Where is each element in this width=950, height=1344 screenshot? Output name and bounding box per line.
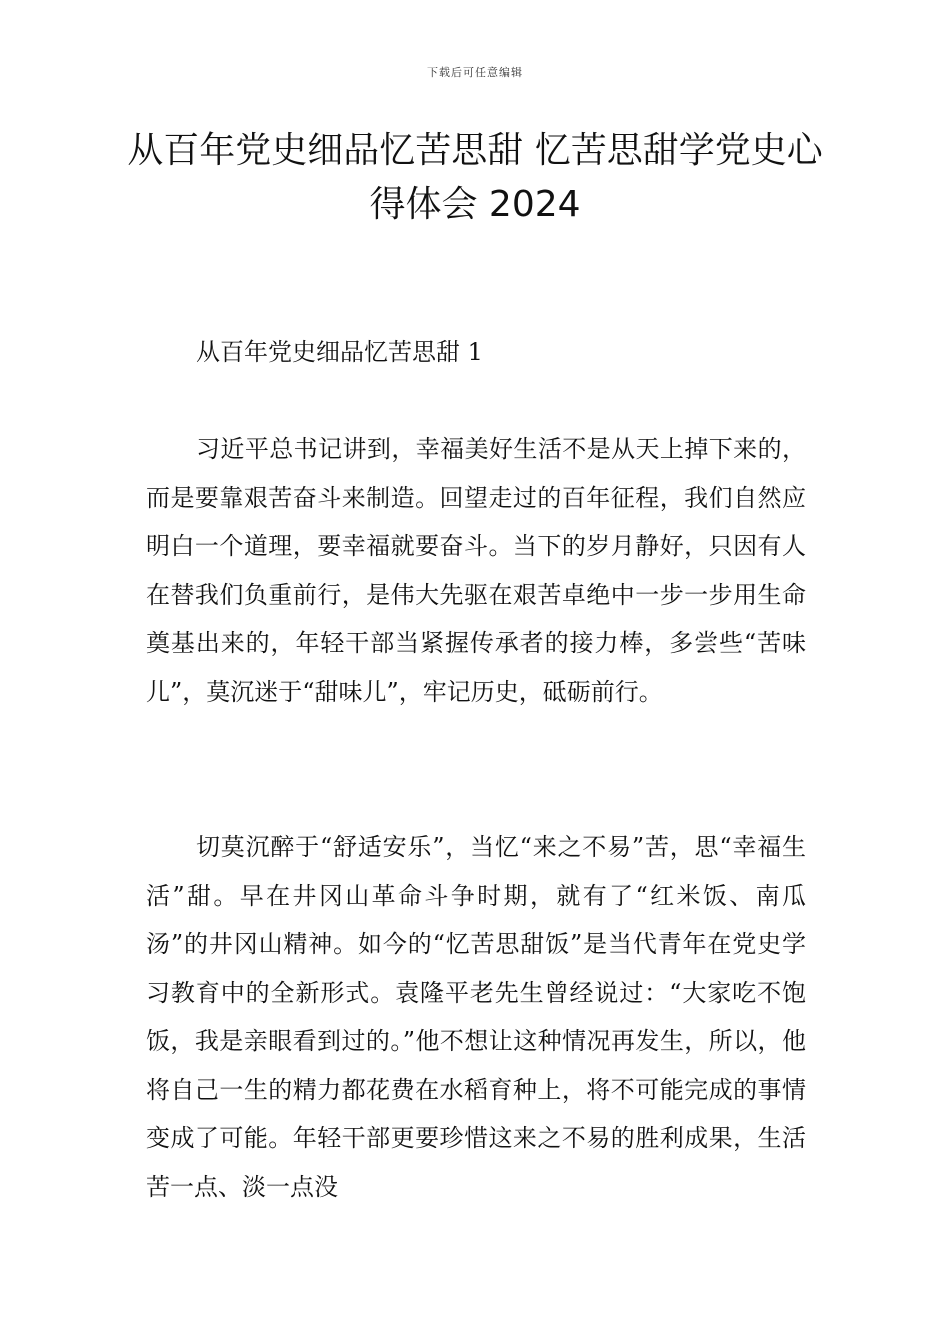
section-heading: 从百年党史细品忆苦思甜 1 [196, 338, 483, 366]
document-title: 从百年党史细品忆苦思甜 忆苦思甜学党史心得体会 2024 [127, 130, 823, 225]
body-paragraph-2: 切莫沉醉于“舒适安乐”，当忆“来之不易”苦，思“幸福生活”甜。早在井冈山革命斗争时期，就有了“红米饭、南瓜汤”的井冈山精神。如今的“忆苦思甜饭”是当代青年在党史学习教育中的全新形式。袁隆平老先生曾经说过：“大家吃不饱饭，我是亲眼看到过的。”他不想让这种情况再发生，所以，他将自己一生的精力都花费在水稻育种上，将不可能完成的事情变成了可能。年轻干部更要珍惜这来之不易的胜利成果，生活苦一点、淡一点没 [146, 833, 806, 1201]
header-note: 下载后可任意编辑 [427, 66, 523, 79]
body-paragraph-1: 习近平总书记讲到，幸福美好生活不是从天上掉下来的，而是要靠艰苦奋斗来制造。回望走过的百年征程，我们自然应明白一个道理，要幸福就要奋斗。当下的岁月静好，只因有人在替我们负重前行，是伟大先驱在艰苦卓绝中一步一步用生命奠基出来的，年轻干部当紧握传承者的接力棒，多尝些“苦味儿”，莫沉迷于“甜味儿”，牢记历史，砥砺前行。 [146, 435, 806, 706]
